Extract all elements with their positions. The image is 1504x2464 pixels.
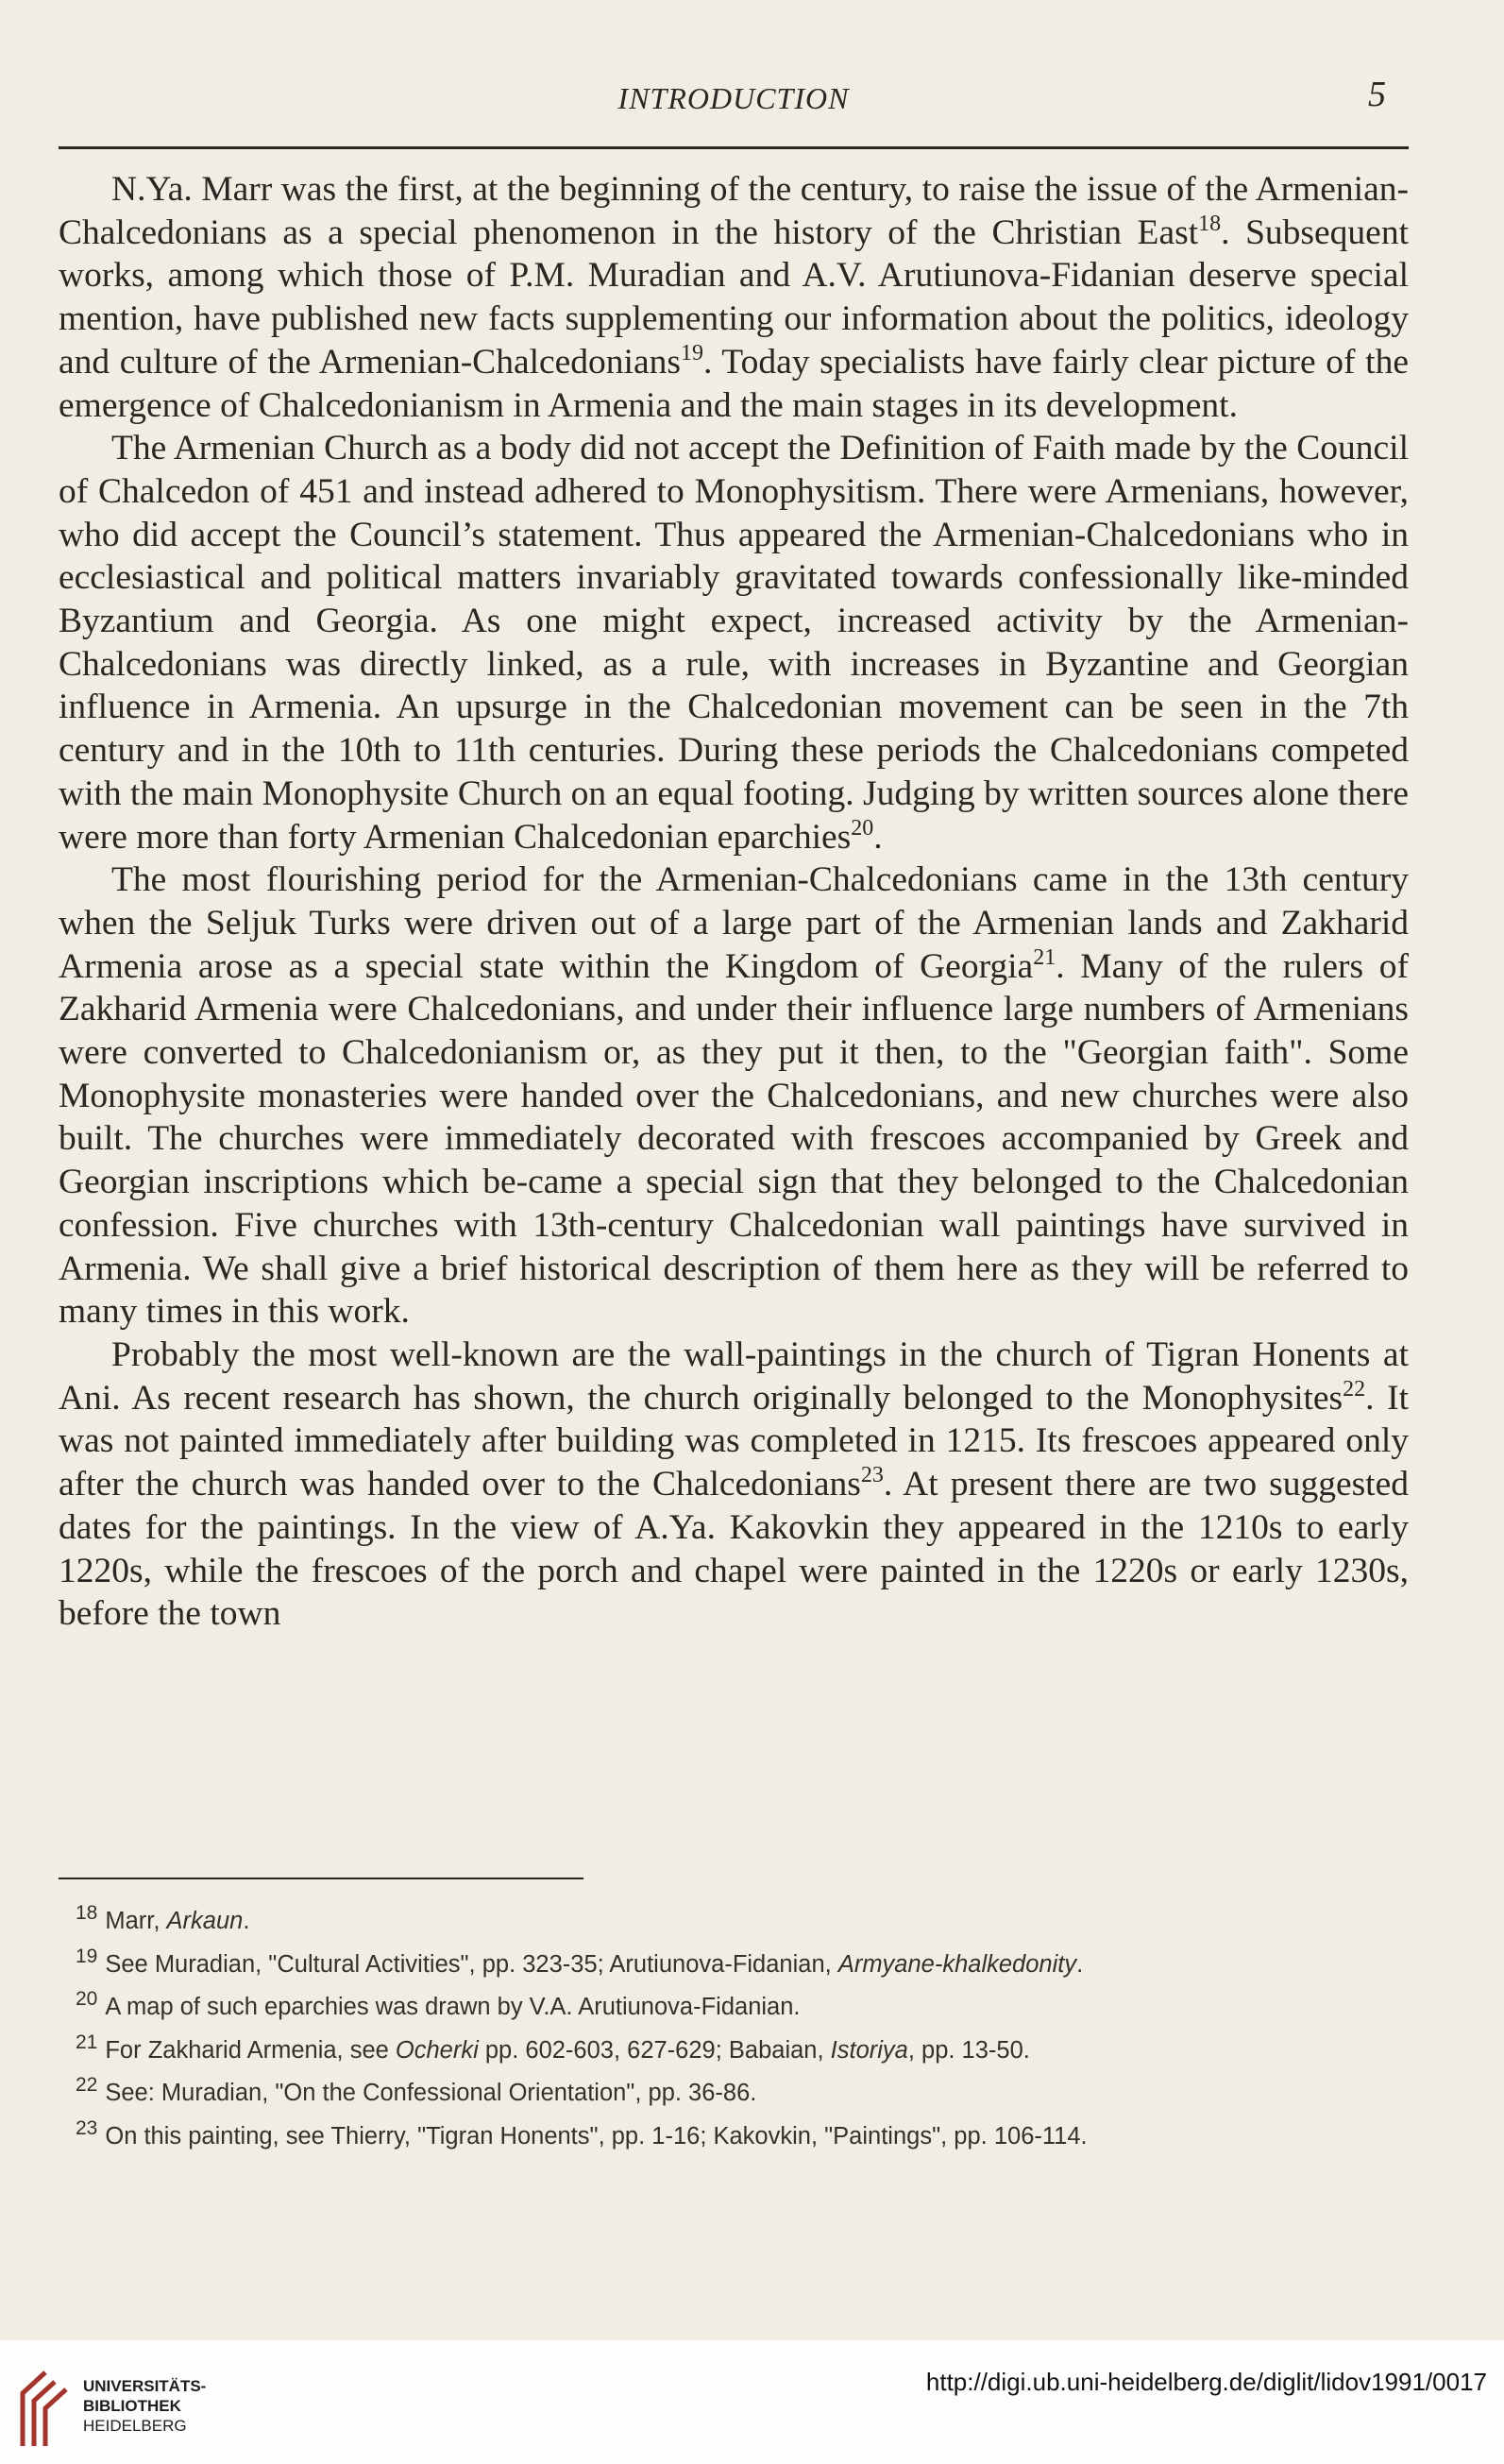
footnote-number: 20 xyxy=(76,1988,98,2010)
footnote-number: 23 xyxy=(76,2116,98,2139)
paragraph: Probably the most well-known are the wall-paintings in the church of Tigran Honents at Ani. As recent research has shown, the church originally belonged to the Monophysites$^{22}$. It was not painted immediately after building was completed in 1215. Its frescoes appeared only after the church was handed over to the Chalcedonians$^{23}$. At present there are two suggested dates for the paintings. In the view of A.Ya. Kakovkin they appeared in the 1210s to early 1220s, while the frescoes of the porch and chapel were painted in the 1220s or early 1230s, before the town xyxy=(59,1334,1409,1634)
footnote-23: $^{23}$ On this painting, see Thierry, "Tigran Honents", pp. 1-16; Kakovkin, "Paintings", pp. 106-114. xyxy=(76,2116,1088,2150)
footnote-21: $^{21}$ For Zakharid Armenia, see Ocherki pp. 602-603, 627-629; Babaian, Istoriya, pp. 13-50. xyxy=(76,2031,1030,2064)
paragraph: The Armenian Church as a body did not accept the Definition of Faith made by the Council of Chalcedon of 451 and instead adhered to Monophysitism. There were Armenians, however, who did accept the Council’s statement. Thus appeared the Armenian-Chalcedonians who in ecclesiastical and political matters invariably gravitated towards confessionally like-minded Byzantium and Georgia. As one might expect, increased activity by the Armenian-Chalcedonians was directly linked, as a rule, with increases in Byzantine and Georgian influence in Armenia. An upsurge in the Chalcedonian movement can be seen in the 7th century and in the 10th to 11th centuries. During these periods the Chalcedonians competed with the main Monophysite Church on an equal footing. Judging by written sources alone there were more than forty Armenian Chalcedonian eparchies$^{20}$. xyxy=(59,429,1409,857)
footnote-ref[interactable]: 20 xyxy=(851,815,874,841)
footnote-22: $^{22}$ See: Muradian, "On the Confessional Orientation", pp. 36-86. xyxy=(76,2074,757,2106)
footnote-ref[interactable]: 23 xyxy=(860,1463,884,1488)
footnote-ref[interactable]: 19 xyxy=(680,340,703,365)
footnote-number: 19 xyxy=(76,1945,98,1967)
digitization-footer xyxy=(0,2340,1504,2464)
library-name: UNIVERSITÄTS- BIBLIOTHEK HEIDELBERG xyxy=(83,2377,207,2435)
source-url-link[interactable]: http://digi.ub.uni-heidelberg.de/diglit/lidov1991/0017 xyxy=(925,2368,1487,2396)
running-head: INTRODUCTION xyxy=(617,81,850,115)
footnote-ref[interactable]: 21 xyxy=(1033,944,1056,970)
page-header xyxy=(59,74,1409,130)
footnote-ref[interactable]: 22 xyxy=(1343,1376,1366,1402)
paragraph: The most flourishing period for the Armenian-Chalcedonians came in the 13th century when the Seljuk Turks were driven out of a large part of the Armenian lands and Zakharid Armenia arose as a special state within the Kingdom of Georgia$^{21}$. Many of the rulers of Zakharid Armenia were Chalcedonians, and under their influence large numbers of Armenians were converted to Chalcedonianism or, as they put it then, to the "Georgian faith". Some Monophysite monasteries were handed over the Chalcedonians, and new churches were also built. The churches were immediately decorated with frescoes accompanied by Greek and Georgian inscriptions which be-came a special sign that they belonged to the Chalcedonian confession. Five churches with 13th-century Chalcedonian wall paintings have survived in Armenia. We shall give a brief historical description of them here as they will be referred to many times in this work. xyxy=(59,860,1409,1332)
footnotes xyxy=(76,1900,1416,2158)
body-text xyxy=(59,168,1409,1636)
footnote-20: $^{20}$ A map of such eparchies was drawn by V.A. Arutiunova-Fidanian. xyxy=(76,1988,801,2020)
footnote-number: 21 xyxy=(76,2031,98,2053)
footnote-rule xyxy=(59,1878,583,1879)
paragraph: N.Ya. Marr was the first, at the beginning of the century, to raise the issue of the Armenian-Chalcedonians as a special phenomenon in the history of the Christian East$^{18}$. Subsequent works, among which those of P.M. Muradian and A.V. Arutiunova-Fidanian deserve special mention, have published new facts supplementing our information about the politics, ideology and culture of the Armenian-Chalcedonians$^{19}$. Today specialists have fairly clear picture of the emergence of Chalcedonianism in Armenia and the main stages in its development. xyxy=(59,170,1409,425)
library-emblem-icon xyxy=(17,2365,72,2450)
footnote-19: $^{19}$ See Muradian, "Cultural Activities", pp. 323-35; Arutiunova-Fidanian, Armyane-khalkedonity. xyxy=(76,1945,1084,1978)
page-number: 5 xyxy=(1368,75,1386,114)
footnote-number: 18 xyxy=(76,1902,98,1924)
library-logo[interactable] xyxy=(17,2365,253,2450)
header-rule xyxy=(59,146,1409,149)
footnote-number: 22 xyxy=(76,2074,98,2096)
footnote-18: $^{18}$ Marr, Arkaun. xyxy=(76,1902,250,1934)
footnote-ref[interactable]: 18 xyxy=(1198,211,1222,236)
